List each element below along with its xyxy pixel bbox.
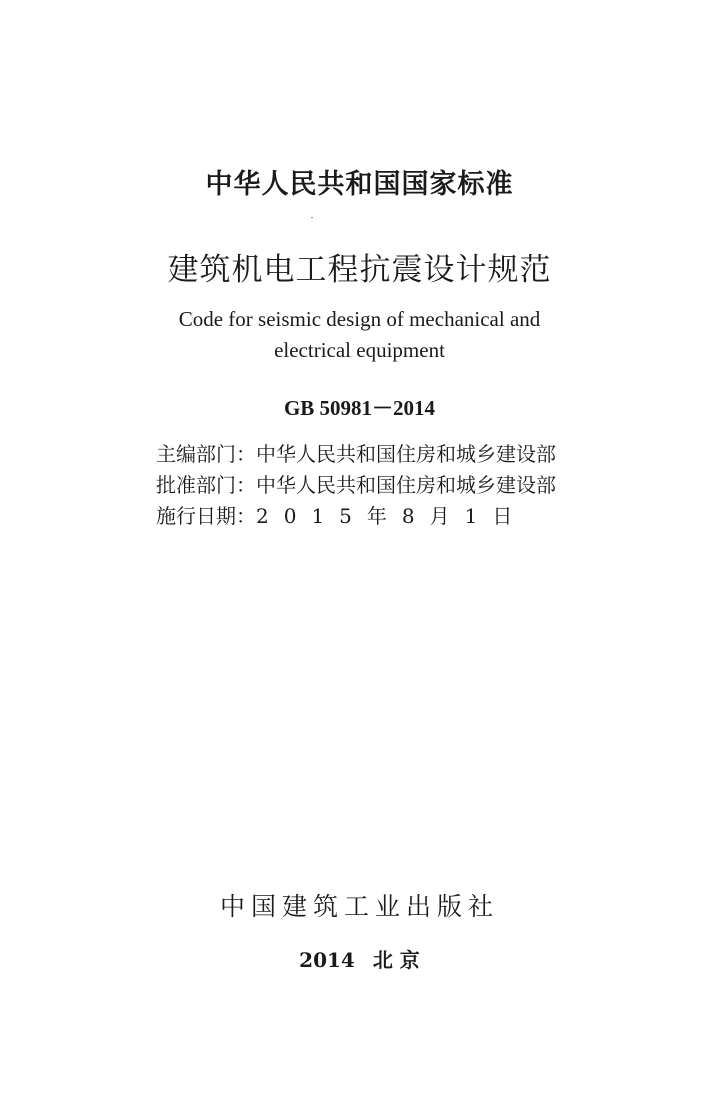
approver-label: 批准部门： [156,473,256,497]
effective-date-label: 施行日期： [156,504,256,528]
standard-code: GB 50981－2014 [283,396,436,420]
effective-date-value: 2015年8月1日 [256,504,528,528]
publication-place-year [0,944,719,973]
document-title-chinese: 建筑机电工程抗震设计规范 [167,252,552,288]
publisher-name: 中国建筑工业出版社 [219,892,499,921]
document-title-english-line2: electrical equipment [274,338,445,362]
approver-row [156,469,586,498]
effective-date-row [156,500,586,529]
publication-year: 2014 [299,948,355,972]
national-standard-heading: 中华人民共和国国家标准 [205,169,514,200]
chief-editor-label: 主编部门： [156,442,256,466]
document-title-english-line1: Code for seismic design of mechanical and [178,307,541,331]
publication-city: 北 京 [372,948,420,972]
approver-value: 中华人民共和国住房和城乡建设部 [256,473,556,497]
scan-speck [311,217,313,218]
chief-editor-row [156,438,586,467]
chief-editor-value: 中华人民共和国住房和城乡建设部 [256,442,556,466]
